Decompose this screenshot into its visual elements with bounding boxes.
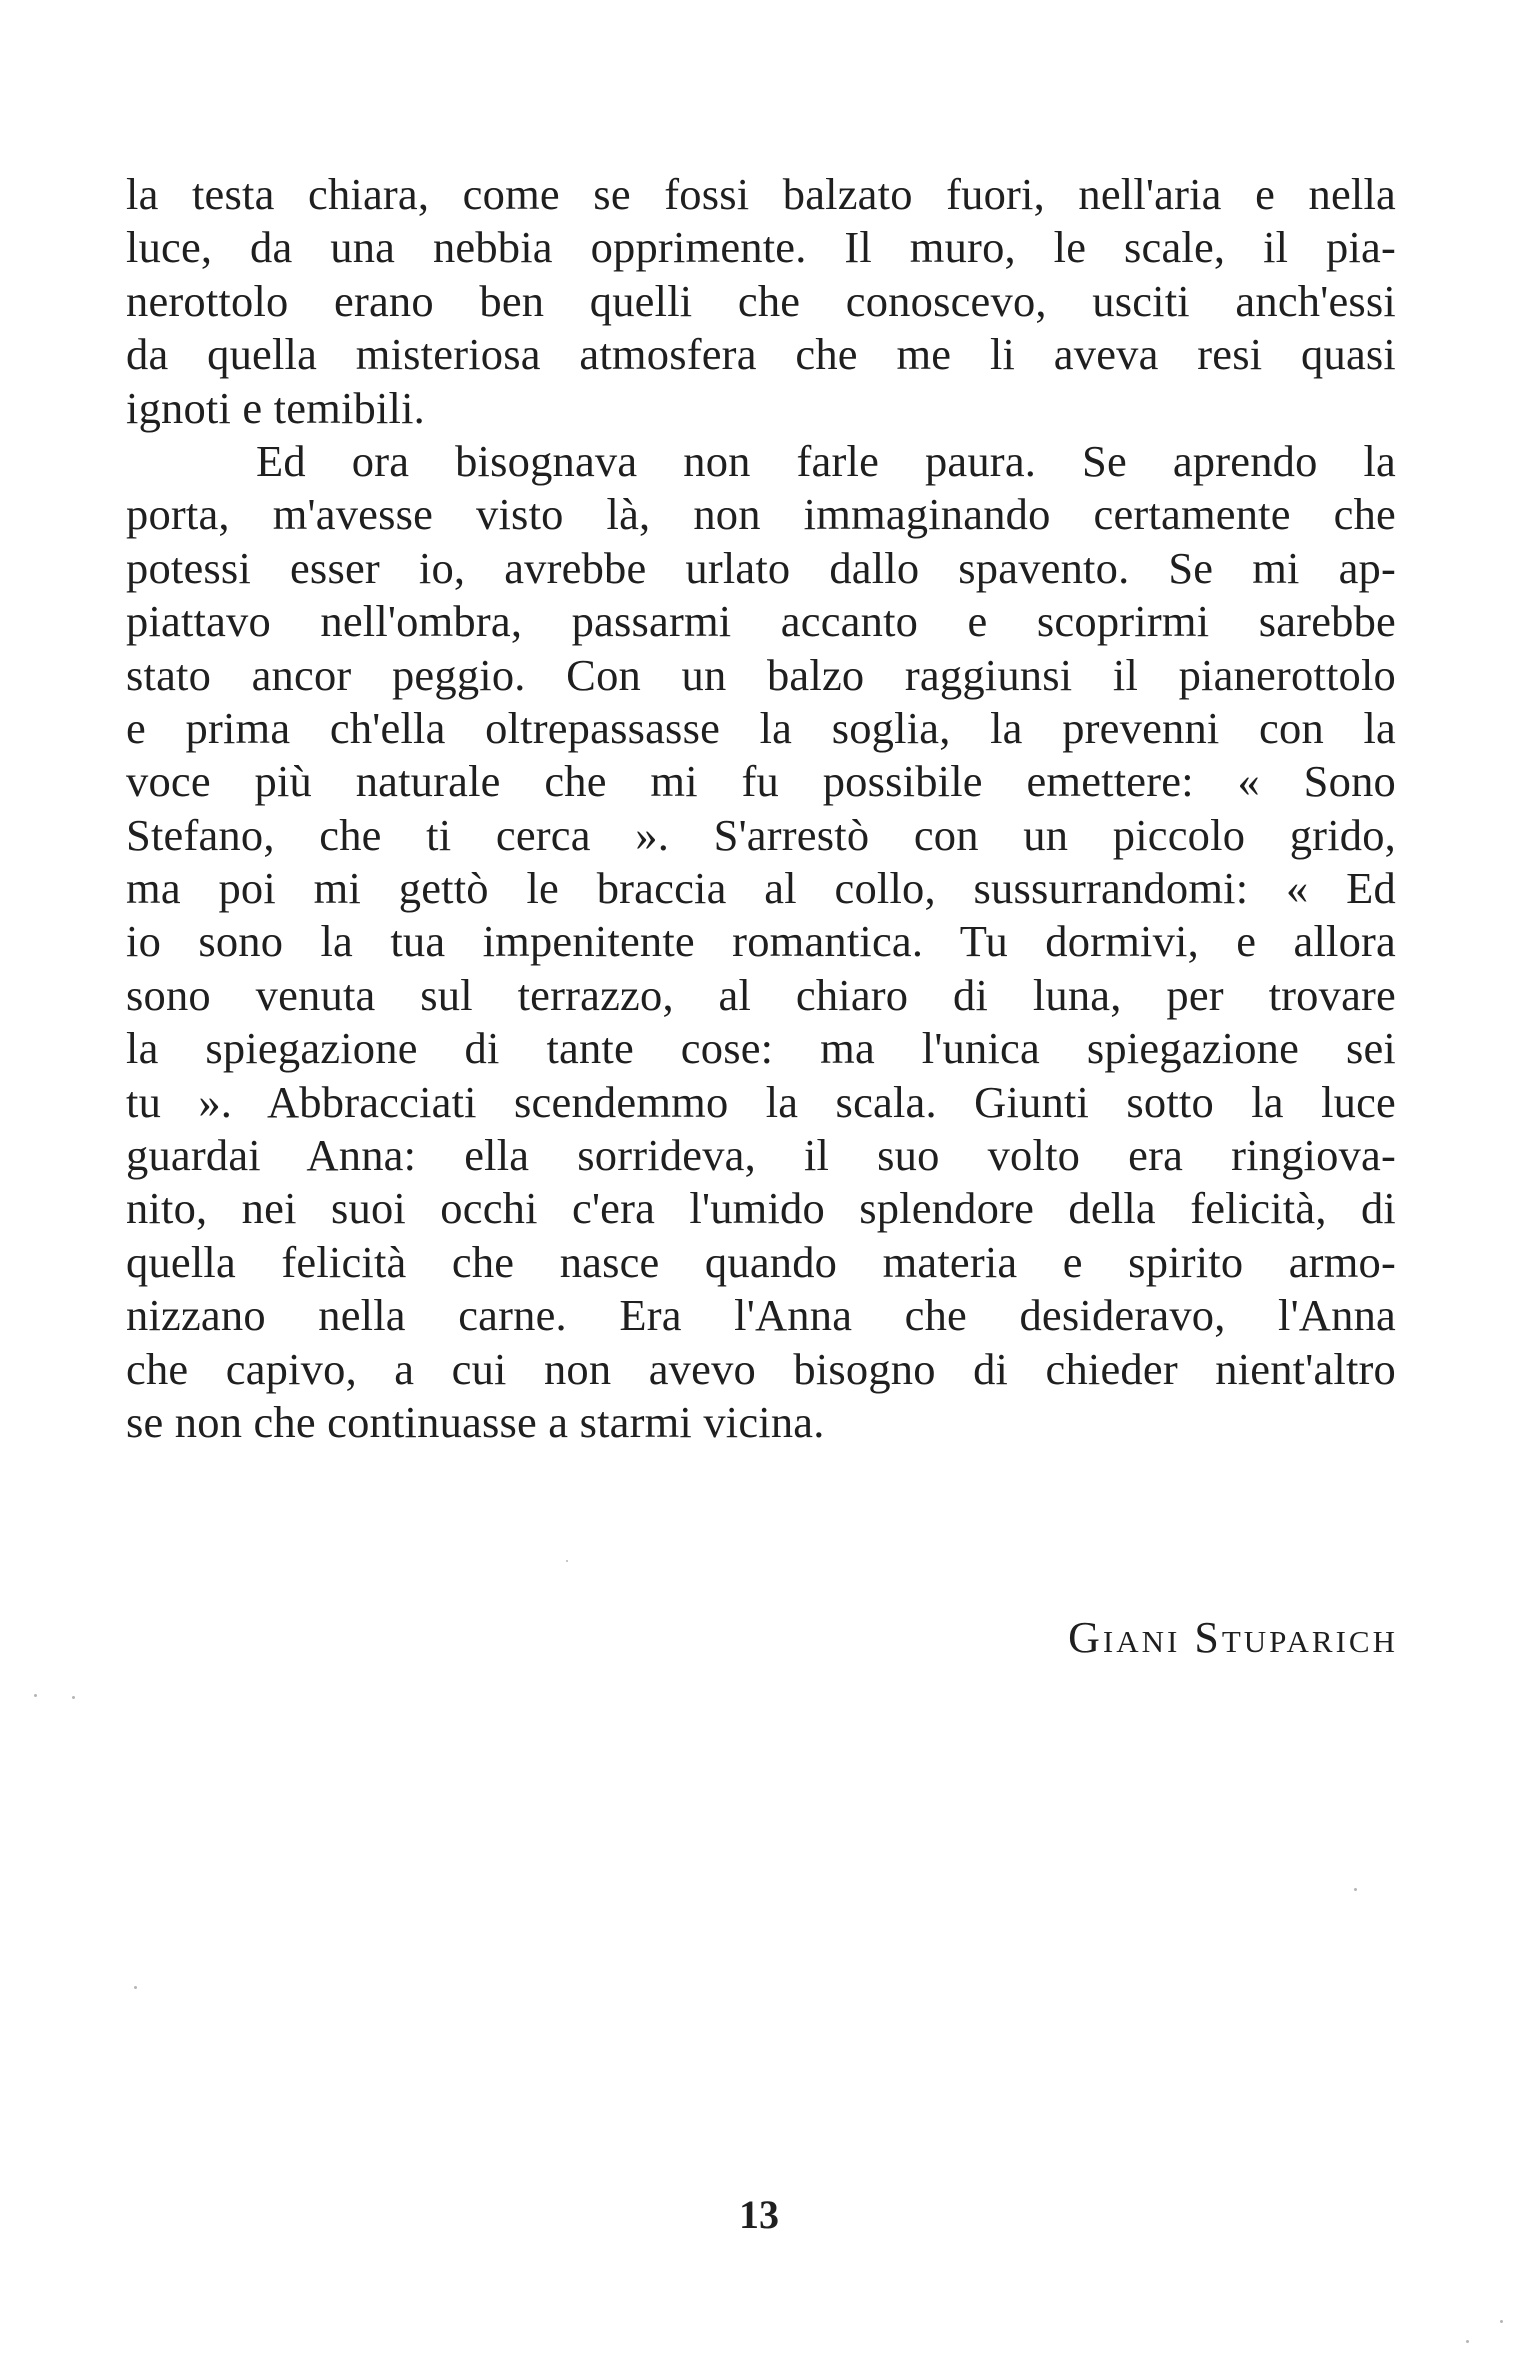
text-line: da quella misteriosa atmosfera che me li aveva resi quasi	[126, 329, 1396, 380]
text-line: la testa chiara, come se fossi balzato fuori, nell'aria e nella	[126, 169, 1396, 219]
text-line: nito, nei suoi occhi c'era l'umido splendore della felicità, di	[126, 1183, 1396, 1234]
text-line: nerottolo erano ben quelli che conoscevo, usciti anch'essi	[126, 275, 1396, 326]
text-line: tu ». Abbracciati scendemmo la scala. Giunti sotto la luce	[126, 1076, 1396, 1127]
text-line: che capivo, a cui non avevo bisogno di chieder nient'altro	[126, 1343, 1396, 1394]
author-signature	[1068, 1608, 1398, 1668]
scan-speck	[1466, 2340, 1469, 2343]
text-line: se non che continuasse a starmi vicina.	[126, 1396, 825, 1447]
text-line: la spiegazione di tante cose: ma l'unica spiegazione sei	[126, 1023, 1396, 1074]
scan-speck	[1500, 2320, 1503, 2323]
text-line: guardai Anna: ella sorrideva, il suo volto era ringiova-	[126, 1130, 1396, 1181]
text-line: quella felicità che nasce quando materia e spirito armo-	[126, 1236, 1396, 1287]
text-line: voce più naturale che mi fu possibile emettere: « Sono	[126, 756, 1396, 807]
text-line: potessi esser io, avrebbe urlato dallo spavento. Se mi ap-	[126, 542, 1396, 593]
text-line: e prima ch'ella oltrepassasse la soglia, la prevenni con la	[126, 702, 1396, 753]
text-line: ma poi mi gettò le braccia al collo, sussurrandomi: « Ed	[126, 863, 1396, 914]
text-line-paragraph-start: Ed ora bisognava non farle paura. Se aprendo la	[256, 435, 1396, 486]
page-number: 13	[739, 2192, 779, 2237]
scan-speck	[1354, 1888, 1357, 1891]
text-line: piattavo nell'ombra, passarmi accanto e scoprirmi sarebbe	[126, 596, 1396, 647]
scan-speck	[72, 1696, 75, 1699]
scan-speck	[34, 1694, 37, 1697]
text-line: stato ancor peggio. Con un balzo raggiunsi il pianerottolo	[126, 649, 1396, 700]
scan-speck	[134, 1986, 137, 1989]
text-line: ignoti e temibili.	[126, 382, 425, 433]
text-line: io sono la tua impenitente romantica. Tu dormivi, e allora	[126, 916, 1396, 967]
scan-speck	[566, 1560, 568, 1562]
text-line: sono venuta sul terrazzo, al chiaro di luna, per trovare	[126, 969, 1396, 1020]
author-name: Giani Stuparich	[1068, 1613, 1398, 1662]
text-line: luce, da una nebbia opprimente. Il muro, le scale, il pia-	[126, 222, 1396, 273]
body-text	[126, 168, 1396, 1449]
text-line: nizzano nella carne. Era l'Anna che desideravo, l'Anna	[126, 1290, 1396, 1341]
text-line: porta, m'avesse visto là, non immaginando certamente che	[126, 489, 1396, 540]
text-line: Stefano, che ti cerca ». S'arrestò con un piccolo grido,	[126, 809, 1396, 860]
